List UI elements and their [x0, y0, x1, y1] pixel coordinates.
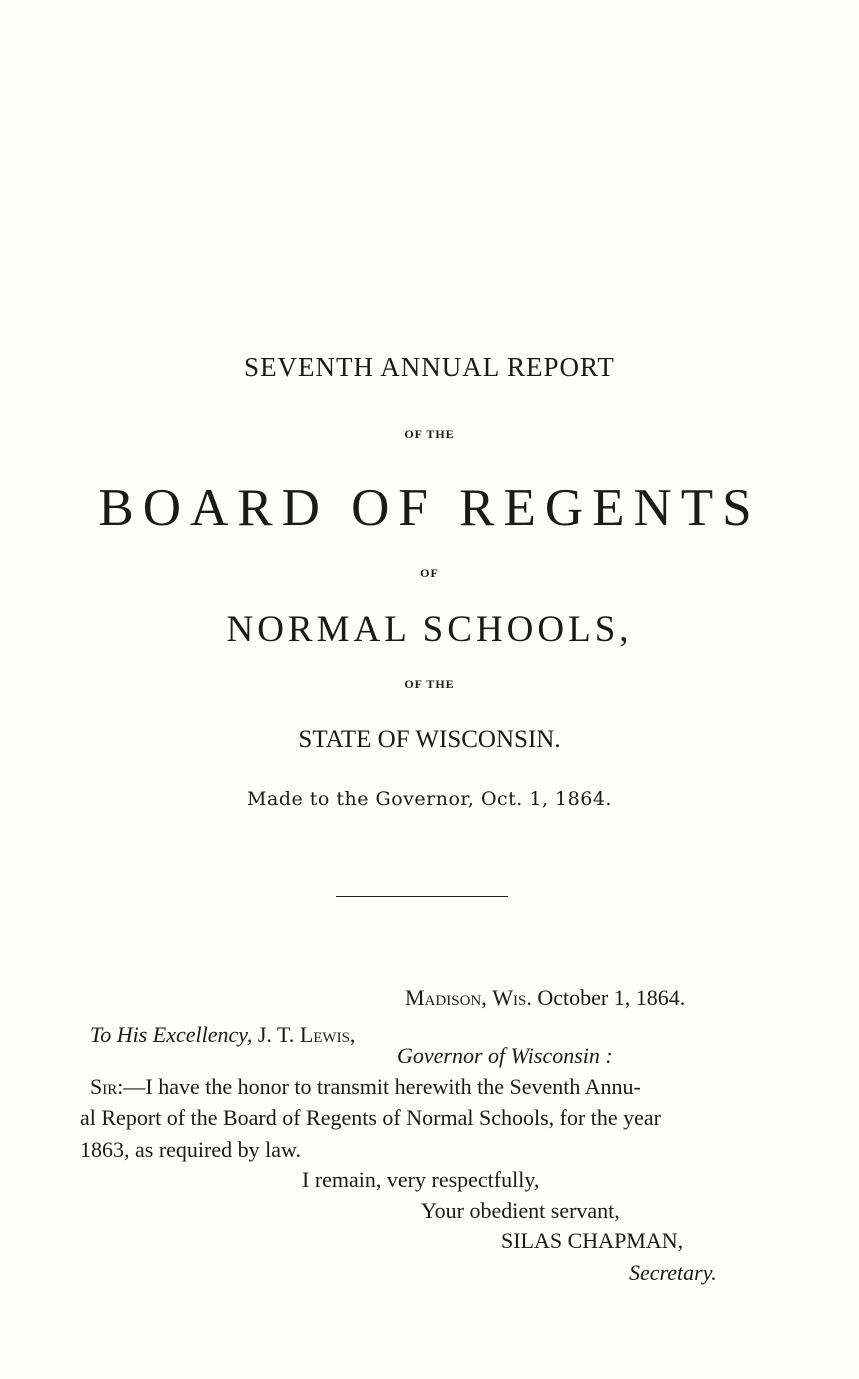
body-text-1: :—I have the honor to transmit herewith the Seventh Annu- — [117, 1074, 641, 1099]
letter-servant: Your obedient servant, — [421, 1198, 620, 1223]
signature-title: Secretary. — [629, 1260, 717, 1285]
addressee-lastname: Lewis, — [299, 1022, 356, 1047]
normal-schools-heading: NORMAL SCHOOLS, — [226, 609, 633, 650]
board-of-regents-heading: BOARD OF REGENTS — [98, 479, 761, 537]
of-the-label: OF THE — [404, 427, 455, 441]
made-to-governor-line: Made to the Governor, Oct. 1, 1864. — [247, 788, 612, 810]
addressee-prefix: To His Excellency, — [90, 1022, 253, 1047]
letter-addressee — [90, 1022, 355, 1048]
letter-date: October 1, 1864. — [537, 985, 686, 1010]
addressee-initials: J. T. — [257, 1022, 295, 1047]
addressee-title: Governor of Wisconsin : — [397, 1043, 613, 1068]
letter-body-line-3: 1863, as required by law. — [80, 1137, 301, 1162]
of-the-label-2: OF THE — [404, 677, 455, 691]
letter-city: Madison, — [405, 985, 487, 1010]
letter-closing: I remain, very respectfully, — [302, 1167, 540, 1192]
of-label: OF — [420, 566, 439, 580]
salutation: Sir — [90, 1074, 118, 1099]
report-title-line: SEVENTH ANNUAL REPORT — [244, 352, 615, 382]
letter-state: Wis. — [492, 985, 532, 1010]
letter-signature: SILAS CHAPMAN, — [501, 1228, 684, 1253]
state-heading: STATE OF WISCONSIN. — [298, 726, 561, 753]
letter-body-line-2: al Report of the Board of Regents of Normal Schools, for the year — [80, 1105, 662, 1130]
letter-body-line-1 — [90, 1074, 641, 1100]
letter-place-date — [405, 985, 685, 1011]
divider-rule — [336, 896, 508, 897]
